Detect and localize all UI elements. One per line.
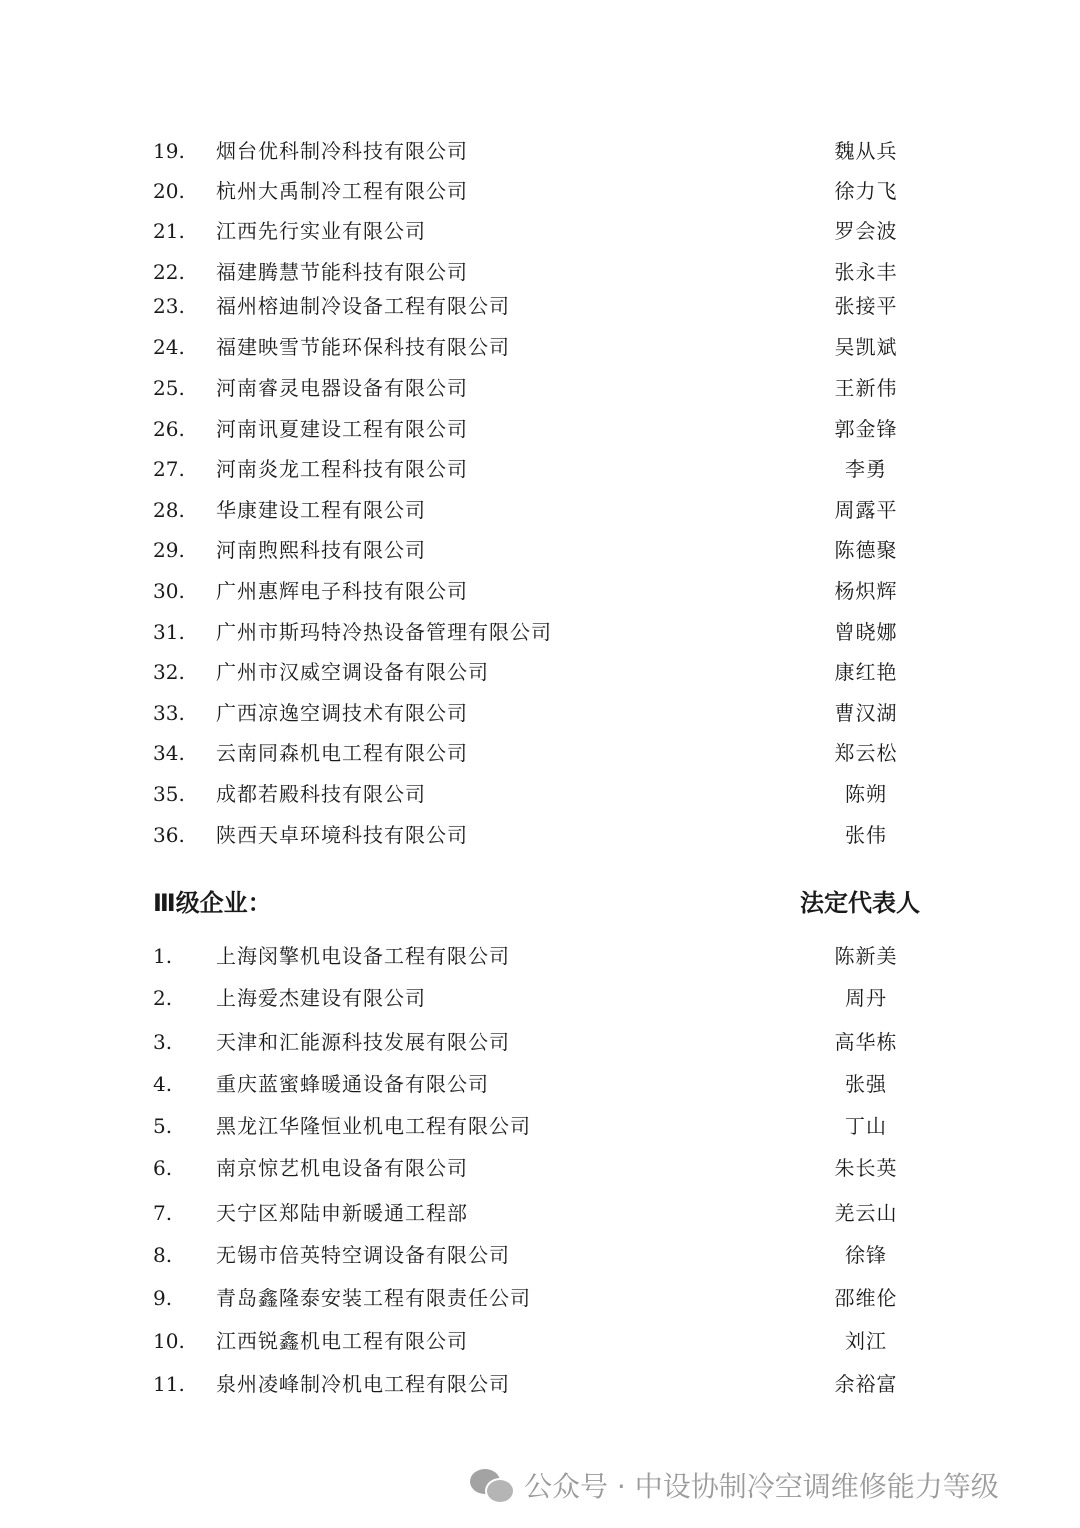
- company-name: 广州惠辉电子科技有限公司: [216, 579, 468, 603]
- company-name: 天宁区郑陆申新暖通工程部: [216, 1201, 468, 1225]
- list-item: [0, 820, 1080, 850]
- list-item: [0, 1369, 1080, 1399]
- company-name: 河南煦熙科技有限公司: [216, 538, 426, 562]
- item-number: 11.: [153, 1372, 185, 1396]
- item-number: 20.: [153, 179, 185, 203]
- company-name: 烟台优科制冷科技有限公司: [216, 139, 468, 163]
- company-name: 福建腾慧节能科技有限公司: [216, 260, 468, 284]
- legal-representative: 杨炽辉: [834, 579, 898, 603]
- list-item: [0, 1027, 1080, 1057]
- list-item: [0, 617, 1080, 647]
- legal-representative: 魏从兵: [834, 139, 898, 163]
- item-number: 27.: [153, 457, 185, 481]
- list-item: [0, 414, 1080, 444]
- legal-representative: 丁山: [845, 1114, 887, 1138]
- list-item: [0, 1069, 1080, 1099]
- item-number: 29.: [153, 538, 185, 562]
- legal-representative: 张永丰: [834, 260, 898, 284]
- company-name: 江西先行实业有限公司: [216, 219, 426, 243]
- company-name: 黑龙江华隆恒业机电工程有限公司: [216, 1114, 531, 1138]
- company-name: 上海爱杰建设有限公司: [216, 986, 426, 1010]
- list-item: [0, 1198, 1080, 1228]
- list-item: [0, 291, 1080, 321]
- legal-representative: 张接平: [834, 294, 898, 318]
- legal-representative: 周丹: [845, 986, 887, 1010]
- legal-representative: 罗会波: [834, 219, 898, 243]
- list-item: [0, 495, 1080, 525]
- list-item: [0, 698, 1080, 728]
- list-item: [0, 257, 1080, 287]
- item-number: 7.: [153, 1201, 173, 1225]
- list-item: [0, 779, 1080, 809]
- item-number: 32.: [153, 660, 185, 684]
- legal-representative: 曾晓娜: [834, 620, 898, 644]
- item-number: 25.: [153, 376, 185, 400]
- company-name: 广州市汉威空调设备有限公司: [216, 660, 489, 684]
- list-item: [0, 1240, 1080, 1270]
- legal-representative: 邵维伦: [834, 1286, 898, 1310]
- company-name: 上海闵擎机电设备工程有限公司: [216, 944, 510, 968]
- item-number: 23.: [153, 294, 185, 318]
- list-item: [0, 1111, 1080, 1141]
- list-item: [0, 983, 1080, 1013]
- legal-representative: 余裕富: [834, 1372, 898, 1396]
- list-item: [0, 216, 1080, 246]
- item-number: 19.: [153, 139, 185, 163]
- company-name: 成都若殿科技有限公司: [216, 782, 426, 806]
- item-number: 36.: [153, 823, 185, 847]
- item-number: 30.: [153, 579, 185, 603]
- list-item: [0, 373, 1080, 403]
- item-number: 22.: [153, 260, 185, 284]
- legal-representative: 陈新美: [834, 944, 898, 968]
- company-name: 河南睿灵电器设备有限公司: [216, 376, 468, 400]
- legal-representative: 张强: [845, 1072, 887, 1096]
- legal-representative: 吴凯斌: [834, 335, 898, 359]
- item-number: 9.: [153, 1286, 173, 1310]
- company-name: 无锡市倍英特空调设备有限公司: [216, 1243, 510, 1267]
- wechat-icon: [470, 1467, 514, 1503]
- item-number: 34.: [153, 741, 185, 765]
- legal-representative: 郭金锋: [834, 417, 898, 441]
- section-heading-level-3: Ⅲ级企业：: [153, 889, 272, 917]
- company-name: 福州榕迪制冷设备工程有限公司: [216, 294, 510, 318]
- list-item: [0, 1153, 1080, 1183]
- item-number: 24.: [153, 335, 185, 359]
- company-name: 南京惊艺机电设备有限公司: [216, 1156, 468, 1180]
- item-number: 5.: [153, 1114, 173, 1138]
- list-item: [0, 1326, 1080, 1356]
- legal-representative: 徐锋: [845, 1243, 887, 1267]
- legal-representative: 陈朔: [845, 782, 887, 806]
- item-number: 3.: [153, 1030, 173, 1054]
- company-name: 天津和汇能源科技发展有限公司: [216, 1030, 510, 1054]
- company-name: 云南同森机电工程有限公司: [216, 741, 468, 765]
- column-heading-legal-representative: 法定代表人: [800, 889, 920, 917]
- legal-representative: 羌云山: [834, 1201, 898, 1225]
- item-number: 31.: [153, 620, 185, 644]
- list-item: [0, 941, 1080, 971]
- legal-representative: 高华栋: [834, 1030, 898, 1054]
- list-item: [0, 657, 1080, 687]
- list-item: [0, 1283, 1080, 1313]
- legal-representative: 徐力飞: [834, 179, 898, 203]
- item-number: 28.: [153, 498, 185, 522]
- legal-representative: 康红艳: [834, 660, 898, 684]
- watermark-text: 公众号 · 中设协制冷空调维修能力等级: [524, 1470, 999, 1503]
- company-name: 陕西天卓环境科技有限公司: [216, 823, 468, 847]
- list-item: [0, 454, 1080, 484]
- item-number: 8.: [153, 1243, 173, 1267]
- list-item: [0, 576, 1080, 606]
- legal-representative: 王新伟: [834, 376, 898, 400]
- company-name: 华康建设工程有限公司: [216, 498, 426, 522]
- item-number: 6.: [153, 1156, 173, 1180]
- list-item: [0, 535, 1080, 565]
- legal-representative: 郑云松: [834, 741, 898, 765]
- item-number: 21.: [153, 219, 185, 243]
- company-name: 泉州凌峰制冷机电工程有限公司: [216, 1372, 510, 1396]
- company-name: 青岛鑫隆泰安装工程有限责任公司: [216, 1286, 531, 1310]
- legal-representative: 曹汉湖: [834, 701, 898, 725]
- list-item: [0, 738, 1080, 768]
- company-name: 重庆蓝蜜蜂暖通设备有限公司: [216, 1072, 489, 1096]
- legal-representative: 刘江: [845, 1329, 887, 1353]
- item-number: 33.: [153, 701, 185, 725]
- company-name: 江西锐鑫机电工程有限公司: [216, 1329, 468, 1353]
- company-name: 河南炎龙工程科技有限公司: [216, 457, 468, 481]
- item-number: 2.: [153, 986, 173, 1010]
- company-name: 广西凉逸空调技术有限公司: [216, 701, 468, 725]
- list-item: [0, 136, 1080, 166]
- legal-representative: 李勇: [845, 457, 887, 481]
- item-number: 4.: [153, 1072, 173, 1096]
- watermark: [470, 1462, 1070, 1508]
- list-item: [0, 176, 1080, 206]
- company-name: 广州市斯玛特冷热设备管理有限公司: [216, 620, 552, 644]
- legal-representative: 张伟: [845, 823, 887, 847]
- legal-representative: 朱长英: [834, 1156, 898, 1180]
- company-name: 杭州大禹制冷工程有限公司: [216, 179, 468, 203]
- item-number: 10.: [153, 1329, 185, 1353]
- list-item: [0, 332, 1080, 362]
- legal-representative: 周露平: [834, 498, 898, 522]
- company-name: 河南讯夏建设工程有限公司: [216, 417, 468, 441]
- legal-representative: 陈德聚: [834, 538, 898, 562]
- item-number: 1.: [153, 944, 173, 968]
- company-name: 福建映雪节能环保科技有限公司: [216, 335, 510, 359]
- item-number: 26.: [153, 417, 185, 441]
- item-number: 35.: [153, 782, 185, 806]
